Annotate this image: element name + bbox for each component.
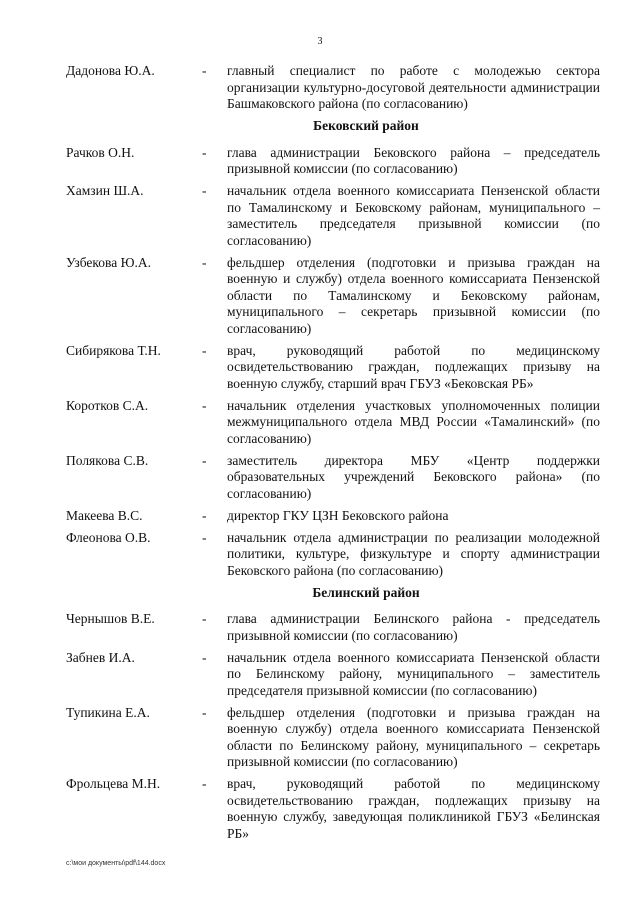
dash-separator: -	[202, 63, 207, 78]
member-name: Забнев И.А.	[66, 649, 135, 665]
dash-separator: -	[202, 507, 207, 523]
member-entry	[66, 776, 600, 842]
member-entry	[66, 63, 600, 113]
member-role: заместитель директора МБУ «Центр поддержки образовательных учреждений Бековского района» (по согласованию)	[227, 452, 600, 501]
dash-separator: -	[202, 397, 207, 413]
dash-separator: -	[202, 776, 207, 791]
member-entry	[66, 145, 600, 178]
dash-separator: -	[202, 452, 207, 468]
dash-separator: -	[202, 144, 207, 160]
member-entry	[66, 508, 600, 525]
member-entry	[66, 611, 600, 644]
member-name: Хамзин Ш.А.	[66, 183, 144, 198]
member-name: Чернышов В.Е.	[66, 611, 155, 626]
member-role: начальник отделения участковых уполномоченных полиции межмуниципального отдела МВД России «Тамалинский» (по согласованию)	[227, 397, 600, 446]
member-entry	[66, 650, 600, 700]
member-name: Флеонова О.В.	[66, 529, 151, 545]
dash-separator: -	[202, 611, 207, 626]
district-heading: Бековский район	[313, 118, 419, 133]
member-name: Дадонова Ю.А.	[66, 63, 155, 78]
member-role: врач, руководящий работой по медицинскому освидетельствованию граждан, подлежащих призыву на военную службу, заведующая поликлиникой ГБУЗ «Белинская РБ»	[227, 776, 600, 841]
member-entry	[66, 183, 600, 249]
member-name: Макеева В.С.	[66, 507, 143, 523]
member-role: глава администрации Бековского района – председатель призывной комиссии (по согласованию)	[227, 144, 600, 176]
member-role: врач, руководящий работой по медицинскому освидетельствованию граждан, подлежащих призыву на военную службу, старший врач ГБУЗ «Бековская РБ»	[227, 342, 600, 391]
member-role: начальник отдела военного комиссариата Пензенской области по Белинскому району, муниципального – заместитель председателя призывной комиссии (по согласованию)	[227, 649, 600, 698]
member-role: фельдшер отделения (подготовки и призыва граждан на военную службу) отдела военного комиссариата Пензенской области по Белинскому району, муниципального – секретарь призывной комиссии (по согласованию)	[227, 704, 600, 769]
member-entry	[66, 398, 600, 448]
member-entry	[66, 530, 600, 580]
member-name: Полякова С.В.	[66, 452, 149, 468]
page-number: 3	[317, 36, 323, 47]
member-role: начальник отдела администрации по реализации молодежной политики, культуре, физкультуре и спорту администрации Бековского района (по согласованию)	[227, 529, 600, 578]
member-entry	[66, 453, 600, 503]
member-name: Фрольцева М.Н.	[66, 776, 161, 791]
member-role: фельдшер отделения (подготовки и призыва граждан на военную и службу) отдела военного комиссариата Пензенской области по Тамалинскому и Бековскому районам, муниципального – секретарь призывной комиссии (по согласованию)	[227, 254, 600, 336]
member-role: директор ГКУ ЦЗН Бековского района	[227, 507, 449, 523]
file-path-footer: c:\мои документы\pdf\144.docx	[66, 860, 166, 867]
member-name: Узбекова Ю.А.	[66, 254, 151, 270]
member-name: Коротков С.А.	[66, 397, 149, 413]
member-entry	[66, 343, 600, 393]
dash-separator: -	[202, 529, 207, 545]
member-entry	[66, 705, 600, 771]
dash-separator: -	[202, 254, 207, 270]
member-role: начальник отдела военного комиссариата Пензенской области по Тамалинскому и Бековскому районам, муниципального – заместитель председателя призывной комиссии (по согласованию)	[227, 183, 600, 248]
commission-list	[66, 63, 600, 848]
member-name: Тупикина Е.А.	[66, 704, 150, 720]
member-role: главный специалист по работе с молодежью сектора организации культурно-досуговой деятельности администрации Башмаковского района (по согласованию)	[227, 63, 600, 111]
dash-separator: -	[202, 342, 207, 358]
dash-separator: -	[202, 704, 207, 720]
district-heading: Белинский район	[312, 584, 420, 600]
member-name: Сибирякова Т.Н.	[66, 342, 161, 358]
member-entry	[66, 255, 600, 338]
member-role: глава администрации Белинского района - председатель призывной комиссии (по согласованию)	[227, 611, 600, 643]
dash-separator: -	[202, 183, 207, 198]
member-name: Рачков О.Н.	[66, 144, 135, 160]
dash-separator: -	[202, 649, 207, 665]
